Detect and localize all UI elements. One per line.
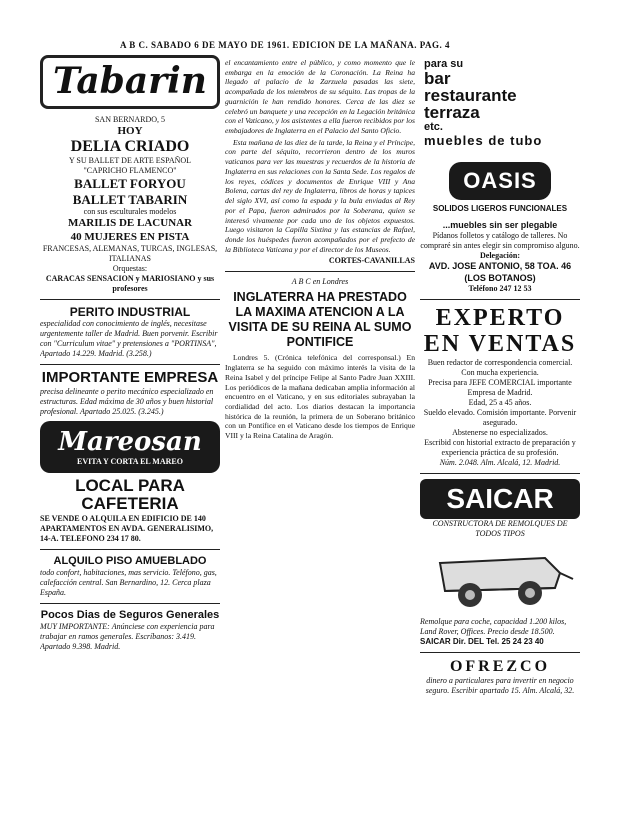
rest-bar: bar (424, 69, 451, 88)
oasis-ad (420, 162, 580, 294)
oasis-logo: OASIS (449, 162, 550, 200)
rest-etc: etc. (424, 121, 443, 133)
article-paragraph-3: Londres 5. (Crónica telefónica del corresponsal.) En Inglaterra se ha seguido con máximo interés la visita de la Reina Isabel y del príncipe Felipe al Santo Padre Juan XXIII. Los periódicos de la mañana dedicaban amplia información al encuentro en el Vaticano, y en sus editoriales subrayaban la cordialidad del acto. Los diarios destacan la importancia histórica de la reunión, la primera de un Soberano británico con un Pontífice en el Vaticano desde los tiempos de Enrique VIII y la Reina Catalina de Aragón. (225, 353, 415, 441)
perito-body: especialidad con conocimiento de inglés, necesitase urgentemente taller de Madrid. Buen porvenir. Escribir con "Curriculum vitae" y pretensiones a "PORTINSA", Apartado 14.229. Madrid. (3.258.) (40, 319, 218, 359)
tabarin-hoy: HOY (117, 124, 143, 137)
trailer-illustration (425, 543, 575, 613)
tabarin-mujeres: 40 MUJERES EN PISTA (70, 230, 190, 243)
experto-line-5: Sueldo elevado. Comisión importante. Porvenir asegurado. (423, 407, 577, 427)
tabarin-sculpt: con sus esculturales modelos (83, 207, 177, 217)
piso-body: todo confort, habitaciones, mas servicio. Teléfono, gas, calefacción central. San Bernardino, 12. Cerca plaza España. (40, 568, 217, 598)
cafeteria-body: SE VENDE O ALQUILA EN EDIFICIO DE 140 APARTAMENTOS EN AVDA. GENERALISIMO, 14-A. TELEFONO 234 17 80. (40, 514, 214, 543)
ofrezco-title: OFREZCO (449, 657, 551, 675)
page-header: A B C. SABADO 6 DE MAYO DE 1961. EDICION DE LA MAÑANA. PAG. 4 (120, 40, 451, 50)
article-paragraph-2: Esta mañana de las diez de la tarde, la Reina y el Príncipe, con parte del séquito, recorrieron dentro de los muros vaticanos para ver las muestras y recuerdos de la historia de Inglaterra en sus relaciones con la Santa Sede. Los regalos de los reyes, códices y documentos de Enrique VIII y Ana Bolena, cartas del rey de Inglaterra, libros de horas y tapices del siglo XVI, así como la espada y la bula enviadas al Rey por el Papa, fueron admirados por la Soberana, quien se interesó vivamente por cada uno de los objetos expuestos. Luego visitaron la Capilla Sixtina y las estancias de Rafael, donde los huéspedes fueron acompañados por el prefecto de la Biblioteca Vaticana y por el director de los Museos. (225, 137, 415, 254)
tabarin-logo: Tabarin (53, 60, 207, 102)
experto-line-8: Núm. 2.048. Alm. Alcalá, 12. Madrid. (439, 457, 561, 467)
seguros-body: MUY IMPORTANTE: Anúnciese con experiencia para trabajar en ramos generales. Escríbanos: 3.419. Apartado 9.398. Madrid. (40, 622, 215, 652)
experto-line-7: Escribid con historial extracto de preparación y experiencia práctica de su profesión. (424, 437, 576, 457)
divider (40, 364, 220, 365)
saicar-caption: Remolque para coche, capacidad 1.200 kilos, Land Rover, Offices. Precio desde 18.500. (420, 616, 567, 636)
experto-title-1: EXPERTO (435, 304, 565, 331)
oasis-tel: Teléfono 247 12 53 (468, 283, 532, 293)
divider (40, 299, 220, 300)
restaurante-ad (420, 58, 580, 148)
divider (420, 299, 580, 300)
perito-title: PERITO INDUSTRIAL (69, 304, 191, 319)
divider (40, 549, 220, 550)
maresan-sub: EVITA Y CORTA EL MAREO (77, 456, 183, 466)
tabarin-marilis: MARILIS DE LACUNAR (67, 217, 193, 230)
piso-title: ALQUILO PISO AMUEBLADO (53, 555, 207, 567)
ofrezco-ad (420, 658, 580, 696)
divider (420, 652, 580, 653)
ofrezco-body: dinero a particulares para invertir en negocio seguro. Escribir apartado 15. Alm. Alcalá, 32. (425, 675, 575, 695)
experto-title-2: EN VENTAS (423, 331, 577, 358)
tabarin-ballet-note: Y SU BALLET DE ARTE ESPAÑOL (68, 156, 192, 166)
rest-para: para su (424, 58, 464, 70)
perito-ad (40, 305, 220, 359)
empresa-ad (40, 370, 220, 417)
cafeteria-ad (40, 477, 220, 544)
article-section: A B C en Londres (291, 277, 349, 287)
maresan-ad (40, 421, 220, 473)
tabarin-acts: FRANCESAS, ALEMANAS, TURCAS, INGLESAS, ITALIANAS (42, 243, 218, 263)
rest-restaurante: restaurante (424, 86, 517, 105)
seguros-title: Pocos Dias de Seguros Generales (40, 609, 220, 622)
saicar-ad (420, 479, 580, 647)
article-paragraph-1: el encantamiento entre el público, y como momento que le embarga en la emoción de la Coronación. La Reina ha llegado al palacio de la Zarzuela pasadas las siete, acompañada de los miembros de su séquito. Las tropas de la guarnición le han rendido honores. Cerca de las diez se celebró un banquete y una recepción en la Legación británica con el Vaticano, y los asistentes a ella fueron recibidos por los embajadores de Inglaterra en el Palacio del Santo Oficio. (225, 58, 415, 136)
saicar-foot: SAICAR Dir. DEL Tel. 25 24 23 40 (420, 636, 544, 646)
tabarin-program (40, 115, 220, 294)
divider (40, 603, 220, 604)
cafeteria-title: LOCAL PARA CAFETERIA (75, 475, 185, 514)
experto-ad (420, 305, 580, 468)
tabarin-ad (40, 55, 220, 109)
left-column (40, 55, 220, 825)
empresa-title: IMPORTANTE EMPRESA (41, 369, 219, 387)
article-byline: CORTES-CAVANILLAS (328, 256, 415, 266)
oasis-deleg: Delegación: (480, 251, 520, 261)
saicar-sub: CONSTRUCTORA DE REMOLQUES DE TODOS TIPOS (432, 518, 568, 538)
tabarin-address: SAN BERNARDO, 5 (94, 114, 165, 124)
saicar-logo: SAICAR (420, 479, 580, 519)
experto-line-4: Edad, 25 a 45 años. (468, 397, 532, 407)
tabarin-star: DELIA CRIADO (70, 137, 190, 155)
tabarin-orquestas: CARACAS SENSACION y MARIOSIANO y sus profesores (45, 273, 215, 293)
piso-ad (40, 555, 220, 598)
tabarin-ballet-1: BALLET FORYOU (74, 176, 186, 192)
experto-line-3: Precisa para JEFE COMERCIAL importante Empresa de Madrid. (428, 377, 572, 397)
maresan-logo: Mareosan (58, 426, 202, 457)
empresa-body: precisa delineante o perito mecánico especializado en estructuras. Edad máxima de 30 años y buen historial profesional. Apartado 25.025. (3.245.) (40, 386, 214, 416)
oasis-body: Pídanos folletos y catálogo de talleres. No compraré sin antes elegir sin compromiso alguno. (420, 231, 580, 251)
experto-line-1: Buen redactor de correspondencia comercial. (427, 357, 573, 367)
seguros-ad (40, 609, 220, 652)
divider (225, 271, 415, 272)
rest-terraza: terraza (424, 103, 480, 122)
oasis-plegable: ...muebles sin ser plegable (442, 220, 558, 230)
right-column (420, 58, 580, 828)
tabarin-capricho: "CAPRICHO FLAMENCO" (83, 166, 177, 176)
rest-muebles: muebles de tubo (424, 133, 543, 148)
divider (420, 473, 580, 474)
article-headline: INGLATERRA HA PRESTADO LA MAXIMA ATENCION A LA VISITA DE SU REINA AL SUMO PONTIFICE (228, 290, 412, 350)
oasis-features: SOLIDOS LIGEROS FUNCIONALES (432, 204, 568, 213)
tabarin-ballet-2: BALLET TABARIN (72, 191, 188, 207)
experto-line-6: Abstenerse no especializados. (452, 427, 548, 437)
experto-line-2: Con mucha experiencia. (461, 367, 539, 377)
oasis-address: AVD. JOSE ANTONIO, 58 TOA. 46 (LOS BOTANOS) (428, 261, 572, 283)
article-column (225, 58, 415, 828)
tabarin-orq-label: Orquestas: (112, 263, 148, 273)
